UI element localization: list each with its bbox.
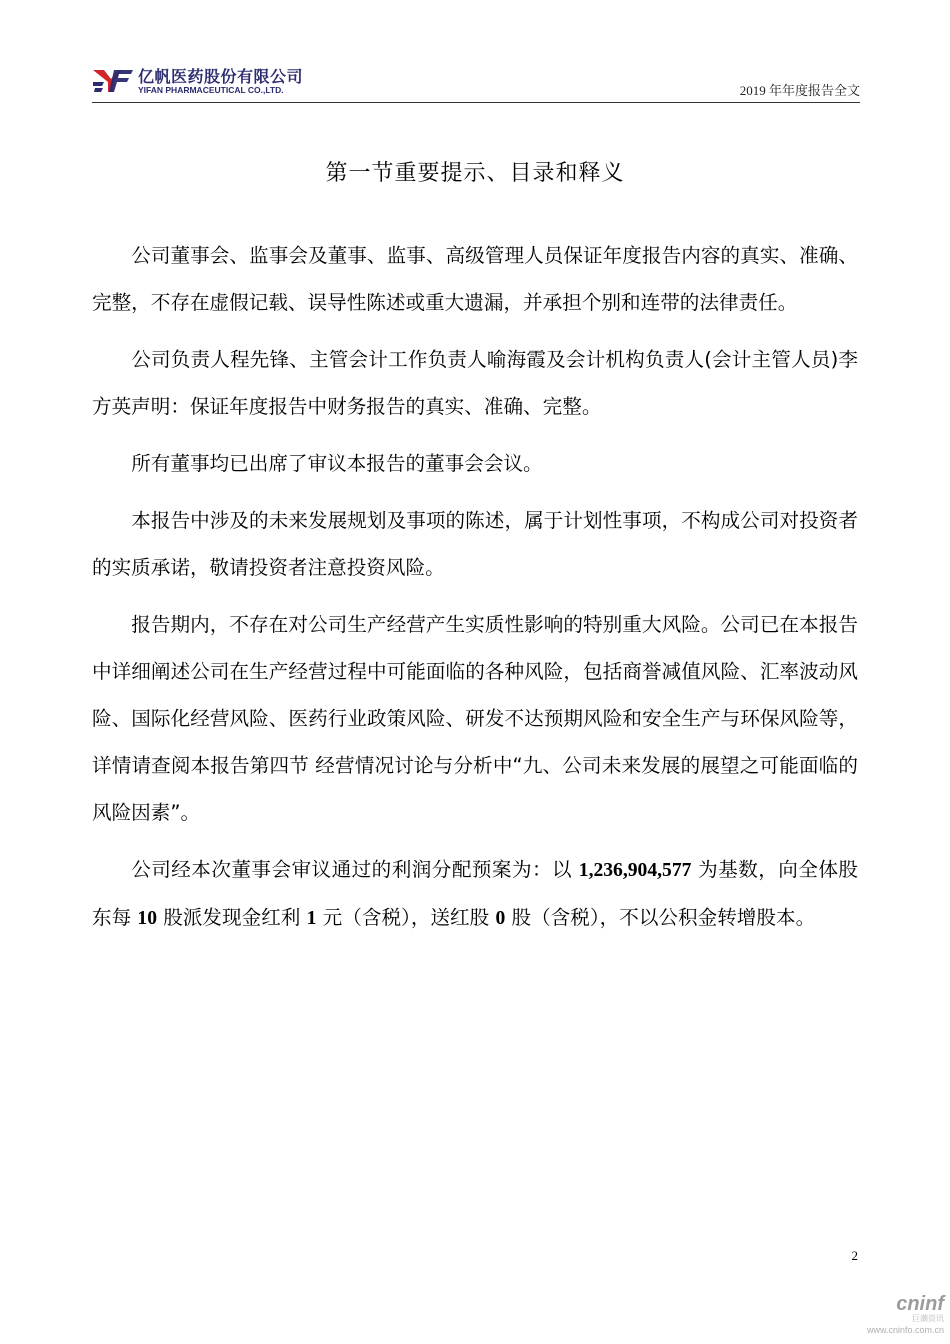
- dividend-text: 股（含税），不以公积金转增股本。: [505, 906, 816, 929]
- yifan-logo-icon: [92, 68, 134, 94]
- report-name: 2019 年年度报告全文: [739, 83, 860, 98]
- cninfo-watermark: [844, 1294, 944, 1336]
- dividend-cash: 1: [306, 908, 317, 929]
- watermark-url: www.cninfo.com.cn: [866, 1325, 944, 1335]
- paragraph: 公司董事会、监事会及董事、监事、高级管理人员保证年度报告内容的真实、准确、完整，不存在虚假记载、误导性陈述或重大遗漏，并承担个别和连带的法律责任。: [92, 244, 858, 314]
- company-name-cn: 亿帆医药股份有限公司: [138, 67, 304, 86]
- dividend-text: 股派发现金红利: [157, 906, 307, 929]
- dividend-text: 公司经本次董事会审议通过的利润分配预案为：以: [131, 858, 579, 881]
- paragraph: 所有董事均已出席了审议本报告的董事会会议。: [131, 452, 543, 475]
- dividend-text: 为基数，向全体股东每: [92, 858, 858, 929]
- dividend-bonus-shares: 0: [495, 908, 506, 929]
- dividend-text: 元（含税），送红股: [316, 906, 496, 929]
- page-header: [92, 62, 860, 102]
- header-divider: [92, 102, 860, 103]
- watermark-brand: cninf: [896, 1293, 944, 1315]
- paragraph: 公司负责人程先锋、主管会计工作负责人喻海霞及会计机构负责人(会计主管人员)李方英声明：保证年度报告中财务报告的真实、准确、完整。: [92, 348, 858, 418]
- paragraph: 报告期内，不存在对公司生产经营产生实质性影响的特别重大风险。公司已在本报告中详细阐述公司在生产经营过程中可能面临的各种风险，包括商誉减值风险、汇率波动风险、国际化经营风险、医药行业政策风险、研发不达预期风险和安全生产与环保风险等，详情请查阅本报告第四节 经营情况讨论与分析中“九、公司未来发展的展望之可能面临的风险因素”。: [92, 613, 858, 824]
- section-title: 第一节重要提示、目录和释义: [325, 161, 625, 186]
- watermark-subtitle: 巨潮资讯: [912, 1314, 944, 1323]
- dividend-paragraph: [92, 846, 858, 942]
- paragraph: 本报告中涉及的未来发展规划及事项的陈述，属于计划性事项，不构成公司对投资者的实质承诺，敬请投资者注意投资风险。: [92, 509, 858, 579]
- dividend-base-shares: 1,236,904,577: [578, 860, 692, 881]
- page-number: 2: [851, 1248, 858, 1263]
- company-name-en: YIFAN PHARMACEUTICAL CO.,LTD.: [138, 85, 284, 95]
- company-logo: [92, 64, 312, 98]
- document-body: [92, 232, 858, 952]
- dividend-per-shares: 10: [137, 908, 158, 929]
